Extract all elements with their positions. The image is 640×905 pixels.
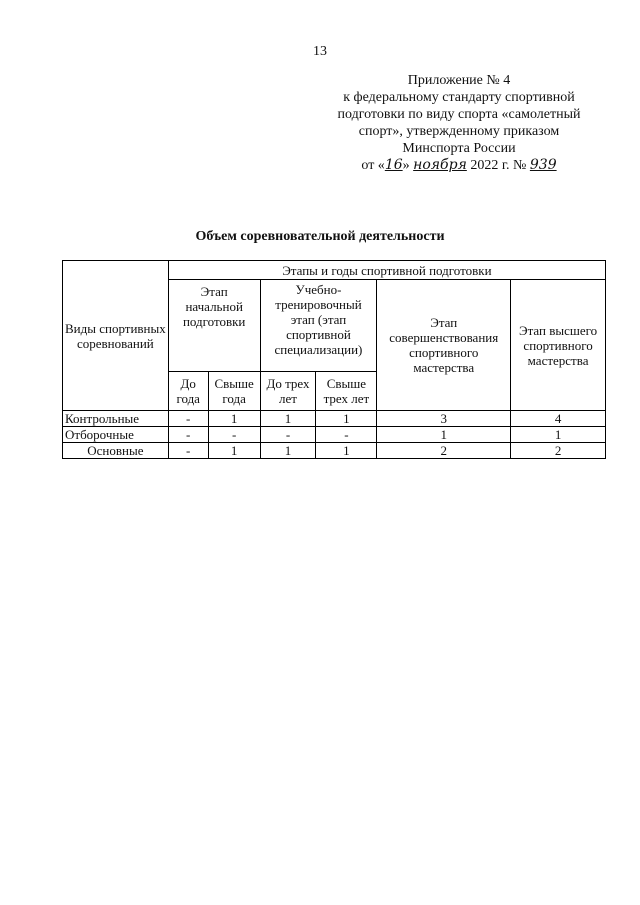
appendix-line: Приложение № 4 [407,73,511,88]
cell: 4 [511,411,606,427]
appendix-header [318,72,600,174]
page-number: 13 [313,44,327,59]
cell: 1 [260,443,316,459]
cell: 3 [377,411,511,427]
cell: 1 [511,427,606,443]
appendix-line: спорт», утвержденному приказом [358,124,560,139]
date-year: 2022 г. № [470,158,527,173]
header-stage-improvement: Этап совершенствования спортивного мастерства [377,280,511,411]
header-stage-higher: Этап высшего спортивного мастерства [511,280,606,411]
competition-table [62,260,606,459]
header-stages: Этапы и годы спортивной подготовки [168,261,605,280]
header-kinds: Виды спортивных соревнований [63,261,169,411]
cell: 1 [316,443,377,459]
row-name: Основные [63,443,169,459]
appendix-line: подготовки по виду спорта «самолетный [337,107,581,122]
header-up-to-three: До трех лет [260,372,316,411]
cell: 2 [511,443,606,459]
row-name: Отборочные [63,427,169,443]
cell: - [168,427,208,443]
table-row [63,443,606,459]
cell: - [316,427,377,443]
table-row [63,411,606,427]
header-up-to-year: До года [168,372,208,411]
order-number: 939 [529,157,557,173]
header-stage-training: Учебно-тренировочный этап (этап спортивной специализации) [260,280,377,372]
document-title: Объем соревновательной деятельности [195,229,445,244]
order-date-line [318,157,600,174]
appendix-line: к федеральному стандарту спортивной [343,90,575,105]
appendix-line: Минспорта России [402,141,516,156]
cell: 1 [316,411,377,427]
header-stage-initial: Этап начальной подготовки [168,280,260,372]
cell: - [168,411,208,427]
cell: - [260,427,316,443]
header-over-three: Свыше трех лет [316,372,377,411]
row-name: Контрольные [63,411,169,427]
cell: - [168,443,208,459]
cell: 1 [377,427,511,443]
table-row [63,427,606,443]
date-prefix: от « [361,158,385,173]
cell: 1 [208,411,260,427]
cell: 1 [260,411,316,427]
header-over-year: Свыше года [208,372,260,411]
cell: - [208,427,260,443]
date-mid: » [402,158,410,173]
cell: 1 [208,443,260,459]
date-day: 16 [384,157,403,173]
date-month: ноября [413,157,467,173]
cell: 2 [377,443,511,459]
